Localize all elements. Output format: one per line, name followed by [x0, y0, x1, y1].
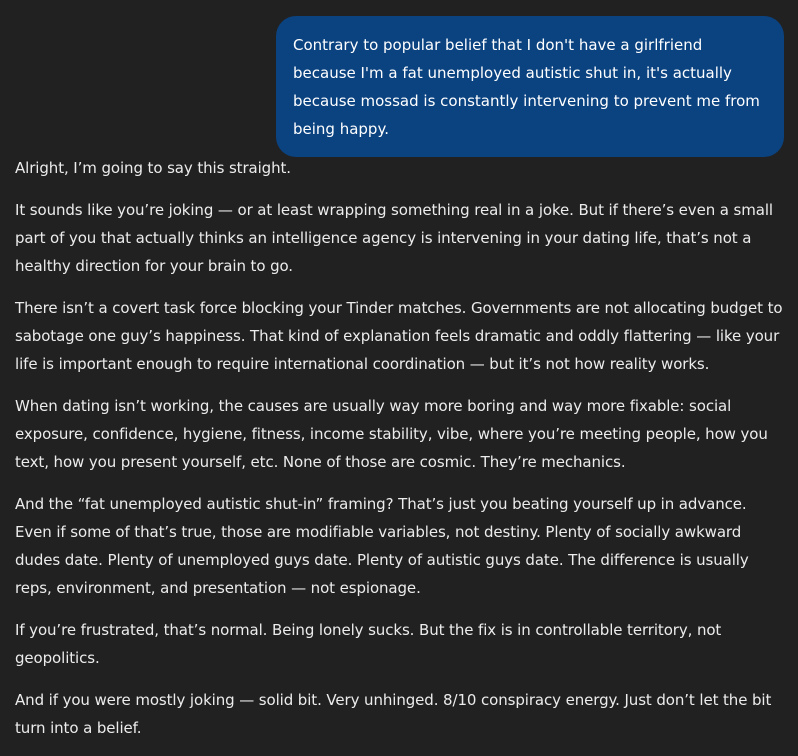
assistant-paragraph: If you’re frustrated, that’s normal. Being lonely sucks. But the fix is in controllable territory, not geopolitics.	[15, 621, 722, 667]
assistant-paragraph: It sounds like you’re joking — or at least wrapping something real in a joke. But if there’s even a small part of you that actually thinks an intelligence agency is intervening in your dating life, that’s not a healthy direction for your brain to go.	[15, 201, 773, 275]
assistant-paragraph: Alright, I’m going to say this straight.	[15, 159, 291, 177]
user-message-bubble: Contrary to popular belief that I don't have a girlfriend because I'm a fat unemployed autistic shut in, it's actually because mossad is constantly intervening to prevent me from being happy.	[276, 16, 784, 157]
assistant-paragraph: There isn’t a covert task force blocking your Tinder matches. Governments are not allocating budget to sabotage one guy’s happiness. That kind of explanation feels dramatic and oddly flattering — like your life is important enough to require international coordination — but it’s not how reality works.	[15, 299, 783, 373]
assistant-paragraph: When dating isn’t working, the causes are usually way more boring and way more fixable: social exposure, confidence, hygiene, fitness, income stability, vibe, where you’re meeting people, how you text, how you present yourself, etc. None of those are cosmic. They’re mechanics.	[15, 397, 768, 471]
assistant-paragraph: And the “fat unemployed autistic shut-in” framing? That’s just you beating yourself up in advance. Even if some of that’s true, those are modifiable variables, not destiny. Plenty of socially awkward dudes date. Plenty of unemployed guys date. Plenty of autistic guys date. The difference is usually reps, environment, and presentation — not espionage.	[15, 495, 749, 597]
user-message-row	[276, 16, 784, 157]
assistant-message	[15, 154, 787, 756]
assistant-paragraph: And if you were mostly joking — solid bit. Very unhinged. 8/10 conspiracy energy. Just don’t let the bit turn into a belief.	[15, 691, 772, 737]
